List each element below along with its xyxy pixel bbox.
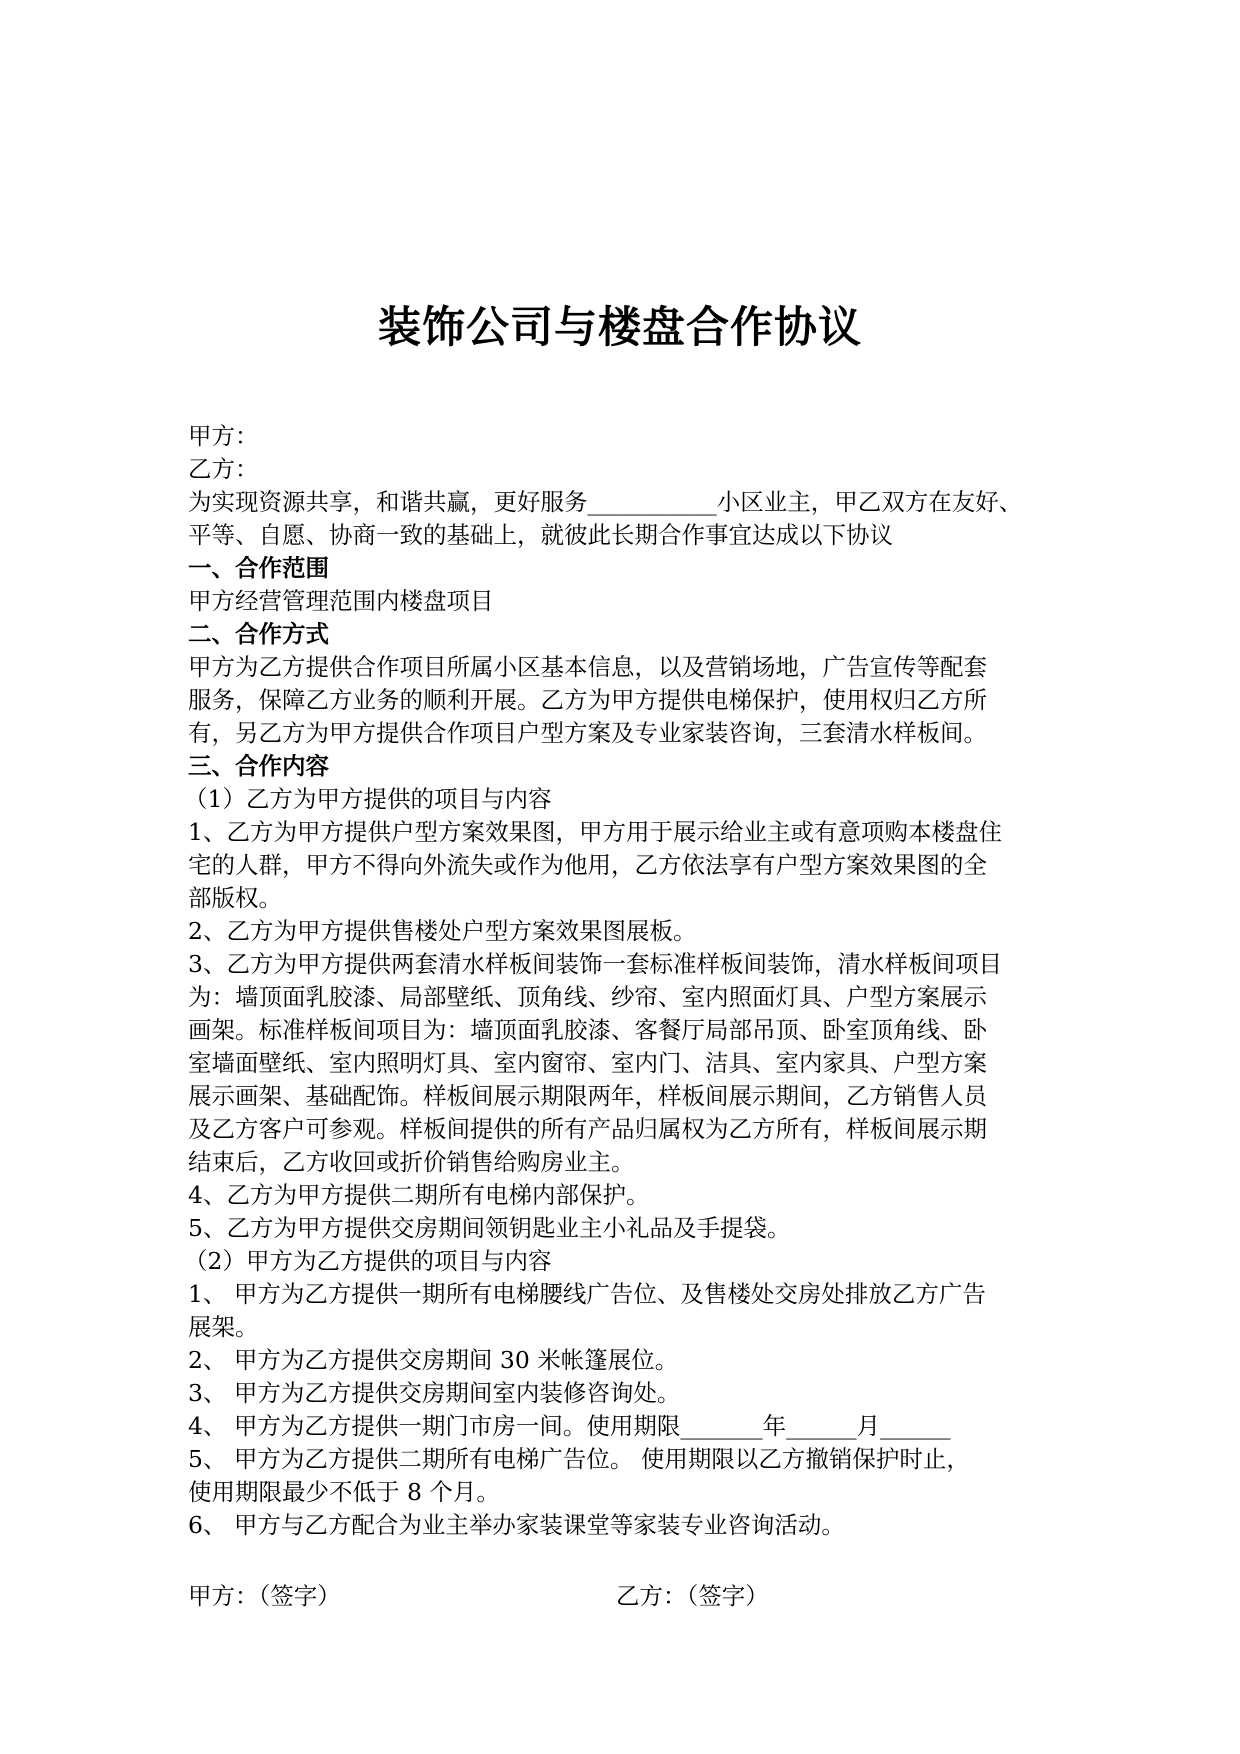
- clause-line: 宅的人群，甲方不得向外流失或作为他用，乙方依法享有户型方案效果图的全: [188, 851, 987, 879]
- clause-line: 室墙面壁纸、室内照明灯具、室内窗帘、室内门、洁具、室内家具、户型方案: [188, 1049, 987, 1077]
- section-heading-scope: 一、合作范围: [188, 554, 329, 582]
- clause-line: 6、 甲方与乙方配合为业主举办家装课堂等家装专业咨询活动。: [188, 1511, 845, 1539]
- clause-line: 5、 甲方为乙方提供二期所有电梯广告位。 使用期限以乙方撤销保护时止，: [188, 1445, 970, 1473]
- signature-row: [188, 1580, 1068, 1614]
- section-line: 有，另乙方为甲方提供合作项目户型方案及专业家装咨询，三套清水样板间。: [188, 719, 987, 747]
- clause-line: 2、 甲方为乙方提供交房期间 30 米帐篷展位。: [188, 1346, 679, 1374]
- clause-line: 及乙方客户可参观。样板间提供的所有产品归属权为乙方所有，样板间展示期: [188, 1115, 987, 1143]
- clause-line: 5、乙方为甲方提供交房期间领钥匙业主小礼品及手提袋。: [188, 1214, 791, 1242]
- document-body: [184, 420, 1068, 1542]
- section-heading-content: 三、合作内容: [188, 752, 329, 780]
- clause-line: 1、乙方为甲方提供户型方案效果图，甲方用于展示给业主或有意项购本楼盘住: [188, 818, 1002, 846]
- clause-line: 4、 甲方为乙方提供一期门市房一间。使用期限_______年______月______: [188, 1412, 951, 1440]
- subheading-party-a-provides: （2）甲方为乙方提供的项目与内容: [184, 1247, 552, 1275]
- section-line: 甲方为乙方提供合作项目所属小区基本信息，以及营销场地，广告宣传等配套: [188, 653, 987, 681]
- clause-line: 为：墙顶面乳胶漆、局部壁纸、顶角线、纱帘、室内照面灯具、户型方案展示: [188, 983, 987, 1011]
- clause-line: 展架。: [188, 1313, 259, 1341]
- clause-line: 3、 甲方为乙方提供交房期间室内装修咨询处。: [188, 1379, 681, 1407]
- section-line: 甲方经营管理范围内楼盘项目: [188, 587, 494, 615]
- clause-line: 展示画架、基础配饰。样板间展示期限两年，样板间展示期间，乙方销售人员: [188, 1082, 987, 1110]
- clause-line: 3、乙方为甲方提供两套清水样板间装饰一套标准样板间装饰，清水样板间项目: [188, 950, 1002, 978]
- clause-line: 使用期限最少不低于 8 个月。: [188, 1478, 500, 1506]
- preamble-line: 平等、自愿、协商一致的基础上，就彼此长期合作事宜达成以下协议: [188, 521, 893, 549]
- signature-party-a: 甲方：（签字）: [188, 1582, 341, 1610]
- subheading-party-b-provides: （1）乙方为甲方提供的项目与内容: [184, 785, 552, 813]
- clause-line: 画架。标准样板间项目为：墙顶面乳胶漆、客餐厅局部吊顶、卧室顶角线、卧: [188, 1016, 987, 1044]
- party-a-line: 甲方：: [188, 422, 259, 450]
- clause-line: 2、乙方为甲方提供售楼处户型方案效果图展板。: [188, 917, 697, 945]
- clause-line: 部版权。: [188, 884, 282, 912]
- section-heading-method: 二、合作方式: [188, 620, 329, 648]
- party-b-line: 乙方：: [188, 455, 259, 483]
- signature-party-b: 乙方：（签字）: [616, 1582, 769, 1610]
- clause-line: 结束后，乙方收回或折价销售给购房业主。: [188, 1148, 635, 1176]
- preamble-line: 为实现资源共享，和谐共赢，更好服务___________小区业主，甲乙双方在友好、: [188, 488, 1023, 516]
- section-line: 服务，保障乙方业务的顺利开展。乙方为甲方提供电梯保护，使用权归乙方所: [188, 686, 987, 714]
- document-title: 装饰公司与楼盘合作协议: [378, 303, 862, 353]
- clause-line: 4、乙方为甲方提供二期所有电梯内部保护。: [188, 1181, 650, 1209]
- clause-line: 1、 甲方为乙方提供一期所有电梯腰线广告位、及售楼处交房处排放乙方广告: [188, 1280, 986, 1308]
